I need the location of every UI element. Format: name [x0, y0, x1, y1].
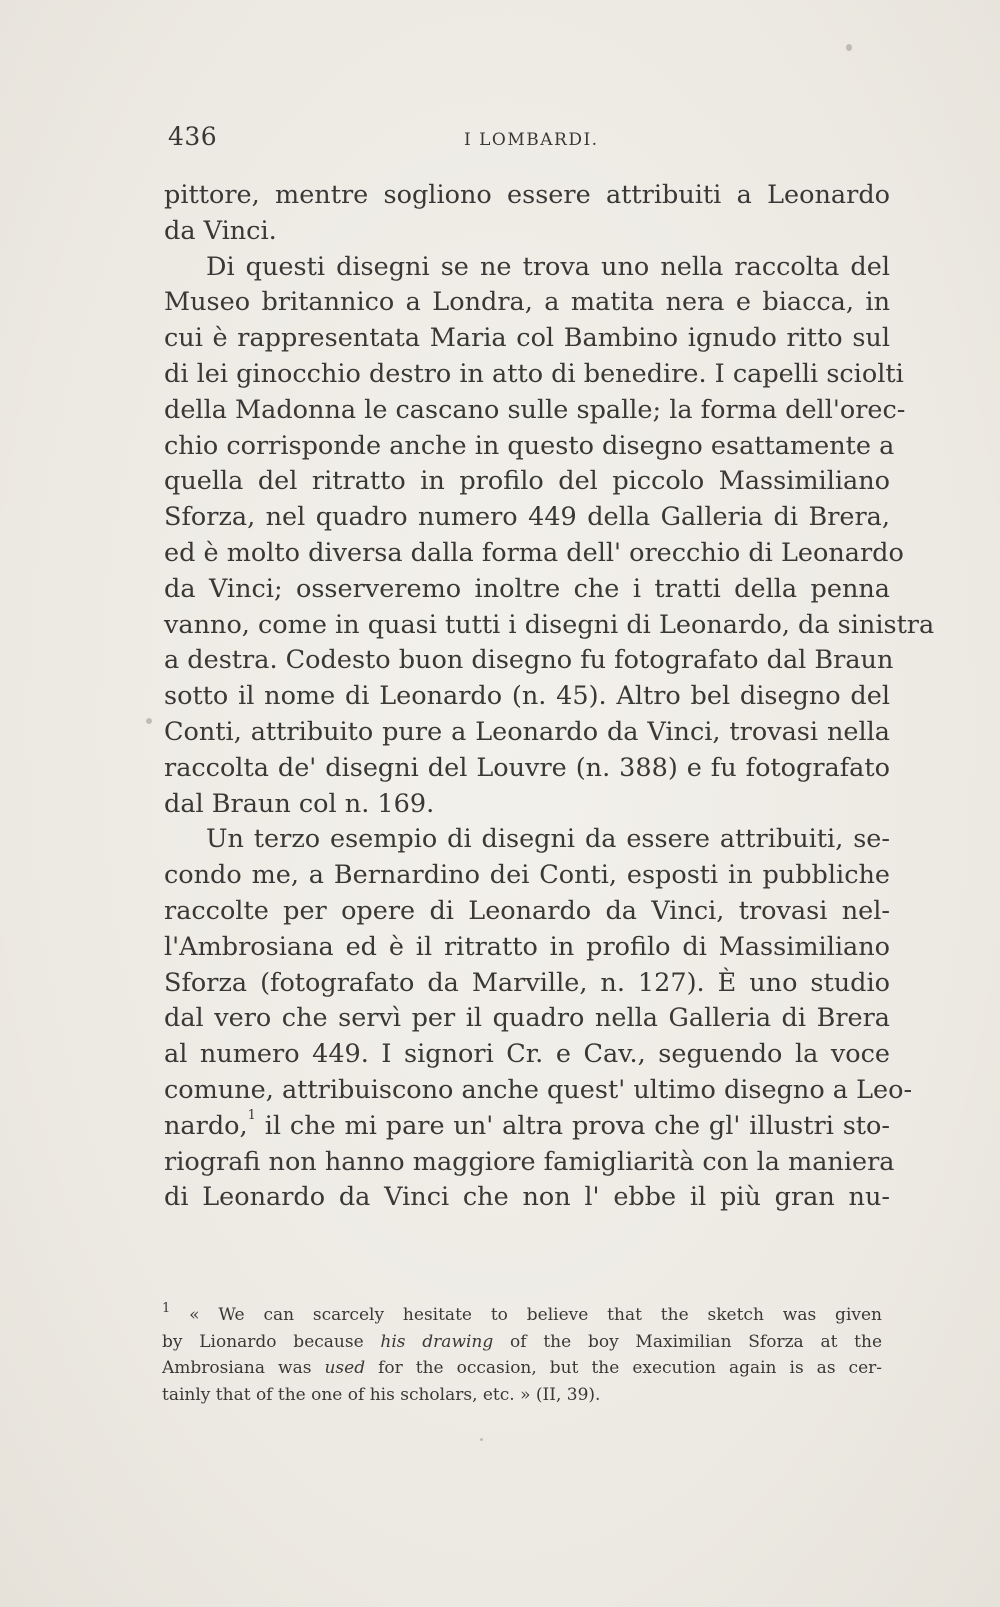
text-line: condo me, a Bernardino dei Conti, esposti in pubbliche	[164, 860, 890, 891]
paper-speck	[846, 44, 852, 51]
text-line: vanno, come in quasi tutti i disegni di Leonardo, da sinistra	[164, 609, 935, 640]
footnote-text: Ambrosiana was	[162, 1358, 312, 1378]
text-line: da Vinci; osserveremo inoltre che i tratti della penna	[164, 573, 890, 604]
text-line: l'Ambrosiana ed è il ritratto in profilo di Massimiliano	[164, 931, 890, 962]
text-line	[164, 1109, 890, 1145]
text-line: pittore, mentre sogliono essere attribuiti a Leonardo	[164, 180, 890, 210]
body-text	[164, 178, 935, 1216]
footnote-line	[162, 1329, 882, 1356]
text-line: raccolta de' disegni del Louvre (n. 388) e fu fotografato	[164, 752, 890, 783]
text-line: della Madonna le cascano sulle spalle; la forma dell'orec-	[164, 394, 906, 425]
paper-speck	[146, 718, 152, 724]
text-line: Di questi disegni se ne trova uno nella raccolta del	[206, 251, 890, 282]
running-head: I LOMBARDI.	[464, 130, 599, 150]
text-line: raccolte per opere di Leonardo da Vinci, trovasi nel-	[164, 895, 890, 926]
text-line: al numero 449. I signori Cr. e Cav., seguendo la voce	[164, 1039, 890, 1070]
footnote-marker: 1	[162, 1301, 171, 1316]
footnote-text: of the boy Maximilian Sforza at the	[510, 1331, 883, 1352]
text-line: da Vinci.	[164, 215, 277, 246]
paper-speck	[480, 1438, 483, 1441]
text-line: quella del ritratto in profilo del piccolo Massimiliano	[164, 466, 890, 497]
footnote-italic: his drawing	[380, 1331, 494, 1352]
page-number: 436	[168, 122, 218, 151]
text-line: Sforza (fotografato da Marville, n. 127). È uno studio	[164, 967, 890, 998]
text-line: cui è rappresentata Maria col Bambino ignudo ritto sul	[164, 323, 890, 354]
text-line: riografi non hanno maggiore famigliarità con la maniera	[164, 1146, 895, 1177]
text-line: di Leonardo da Vinci che non l' ebbe il più gran nu-	[164, 1182, 890, 1213]
text-line: Museo britannico a Londra, a matita nera e biacca, in	[164, 287, 890, 318]
text-fragment: il che mi pare un' altra prova che gl' illustri sto-	[264, 1110, 890, 1141]
footnote-line: tainly that of the one of his scholars, etc. » (II, 39).	[162, 1384, 601, 1405]
footnote	[162, 1302, 882, 1408]
text-line: comune, attribuiscono anche quest' ultimo disegno a Leo-	[164, 1074, 913, 1105]
footnote-line	[162, 1302, 882, 1329]
text-line: chio corrisponde anche in questo disegno esattamente a	[164, 430, 895, 461]
text-line: di lei ginocchio destro in atto di benedire. I capelli sciolti	[164, 358, 904, 389]
footnote-italic: used	[324, 1358, 366, 1378]
text-line: Sforza, nel quadro numero 449 della Galleria di Brera,	[164, 502, 890, 533]
text-line: ed è molto diversa dalla forma dell' orecchio di Leonardo	[164, 537, 904, 568]
page-header	[168, 122, 888, 162]
footnote-text: « We can scarcely hesitate to believe that the sketch was given	[189, 1305, 882, 1325]
text-line: Un terzo esempio di disegni da essere attribuiti, se-	[206, 824, 890, 855]
text-fragment: nardo,	[164, 1110, 248, 1141]
text-line: Conti, attribuito pure a Leonardo da Vinci, trovasi nella	[164, 716, 890, 747]
footnote-text: by Lionardo because	[162, 1331, 364, 1352]
text-line: dal Braun col n. 169.	[164, 788, 435, 819]
text-line: dal vero che servì per il quadro nella Galleria di Brera	[164, 1003, 890, 1034]
footnote-text: for the occasion, but the execution again is as cer-	[378, 1358, 883, 1378]
text-line: a destra. Codesto buon disegno fu fotografato dal Braun	[164, 645, 894, 676]
text-line: sotto il nome di Leonardo (n. 45). Altro bel disegno del	[164, 681, 890, 712]
footnote-reference: 1	[247, 1107, 256, 1123]
footnote-line	[162, 1355, 882, 1382]
